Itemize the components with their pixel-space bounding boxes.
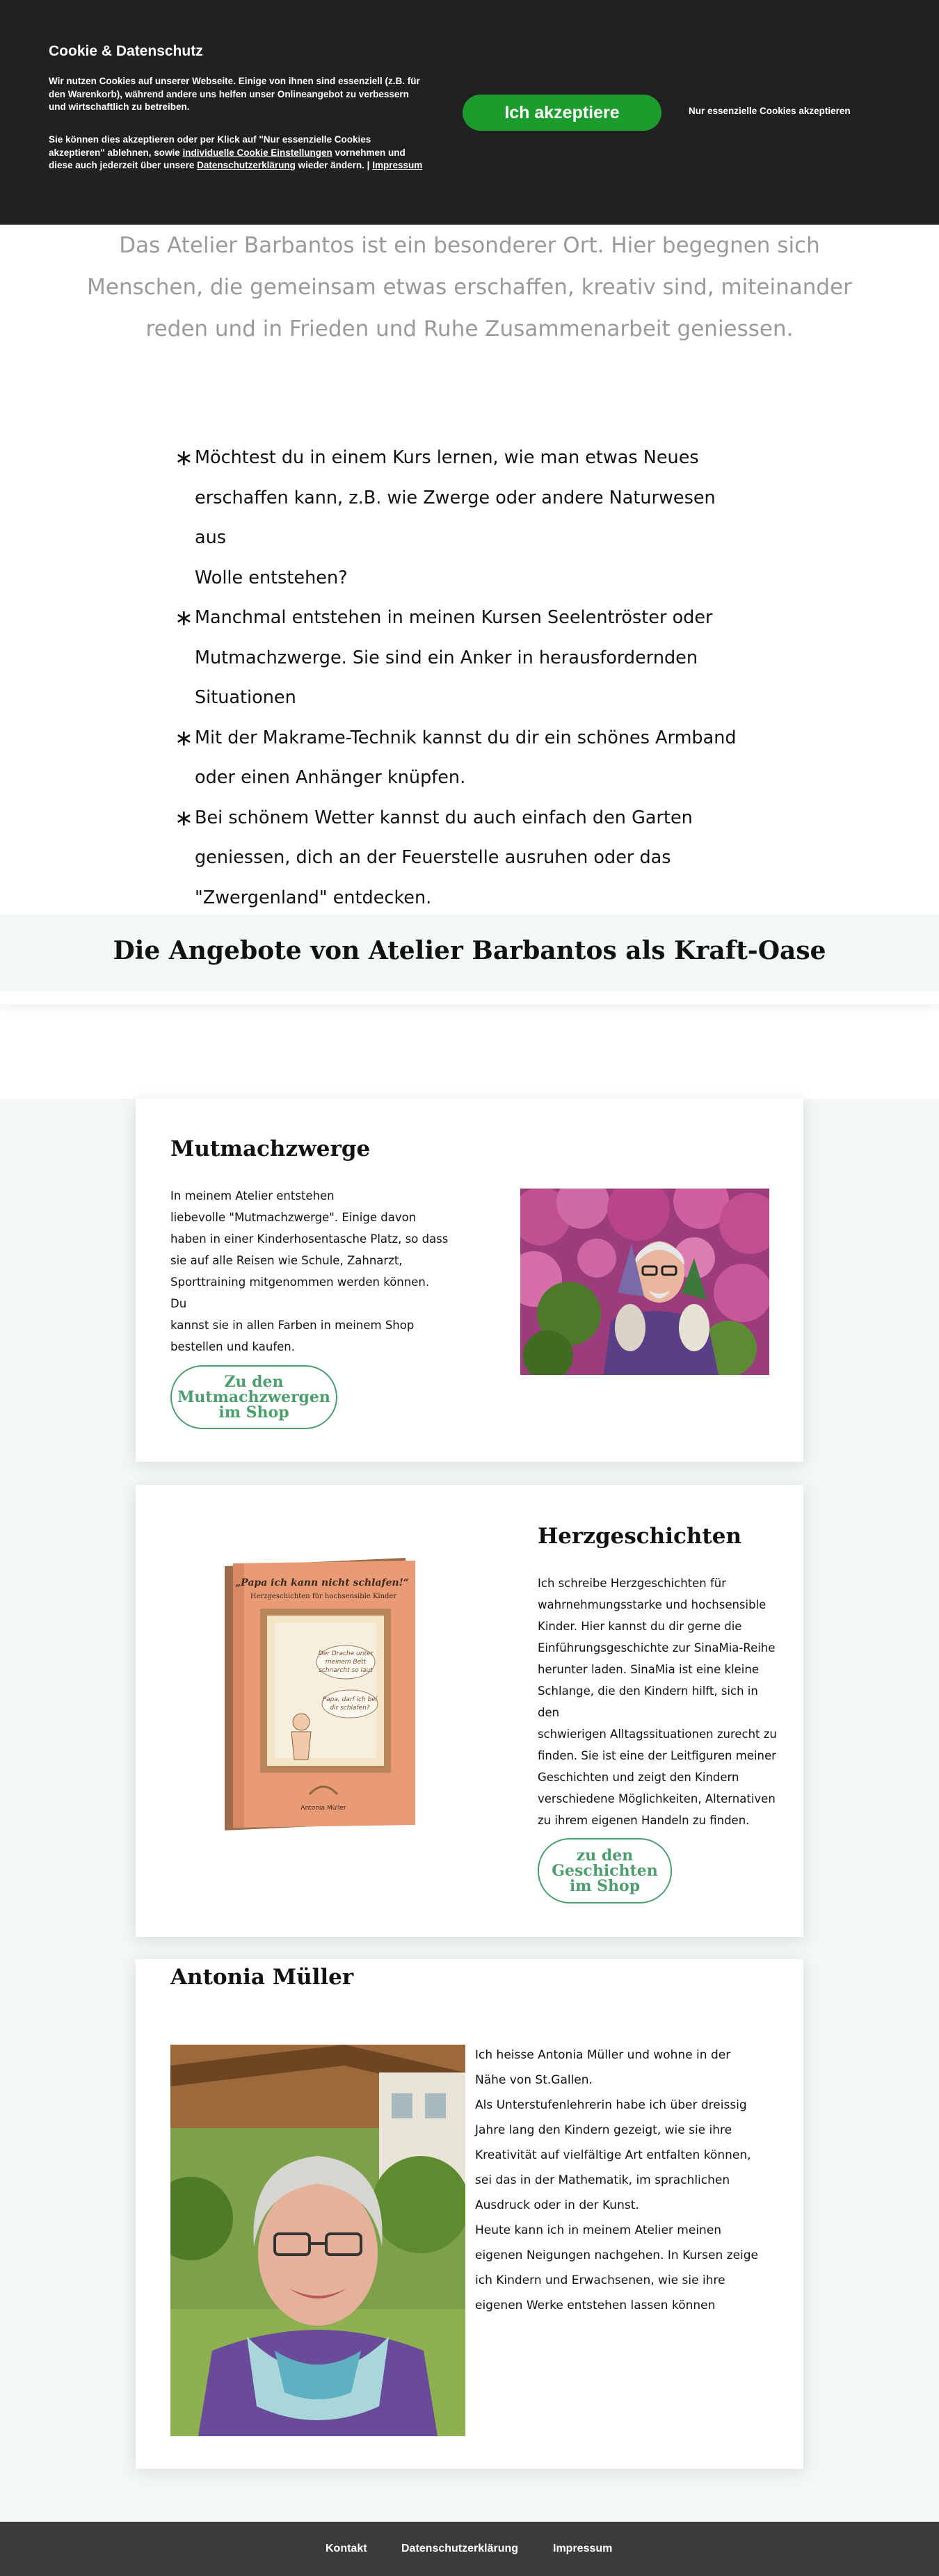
button-line: im Shop [218,1403,289,1422]
card-text [170,1185,449,1358]
cookie-settings-link[interactable]: individuelle Cookie Einstellungen [182,147,332,158]
card-text-line: verschiedene Möglichkeiten, Alternativen [538,1792,776,1805]
mutmachzwerge-card [136,1099,803,1462]
bullet-line: Möchtest du in einem Kurs lernen, wie man etwas Neues [195,447,699,468]
card-text-line: Schlange, die den Kindern hilft, sich in den [538,1684,758,1719]
offer-bullet-list [172,438,750,918]
cookie-title: Cookie & Datenschutz [49,43,203,59]
card-title: Herzgeschichten [538,1524,741,1549]
button-line: Zu den [224,1373,284,1391]
geschichten-shop-button[interactable] [538,1838,672,1903]
book-bubble-line: dir schlafen? [330,1705,370,1712]
footer-link-datenschutz[interactable]: Datenschutzerklärung [401,2543,519,2554]
asterisk-icon: ∗ [175,604,193,631]
card-text-line: Geschichten und zeigt den Kindern [538,1771,739,1784]
bullet-line: oder einen Anhänger knüpfen. [195,767,466,788]
asterisk-icon: ∗ [175,724,193,751]
intro-text [70,225,869,350]
card-text-line: Ich schreibe Herzgeschichten für [538,1577,727,1590]
bullet-line: Mutmachzwerge. Sie sind ein Anker in herausfordernden [195,647,698,668]
intro-line: Das Atelier Barbantos ist ein besonderer Ort. Hier begegnen sich [119,233,820,258]
bullet-line: Situationen [195,687,296,708]
card-text-line: Kinder. Hier kannst du dir gerne die [538,1620,742,1633]
card-text-line: eigenen Werke entstehen lassen können [475,2299,716,2312]
bullet-item [172,718,750,798]
card-text-line: bestellen und kaufen. [170,1340,295,1353]
book-author: Antonia Müller [300,1805,346,1812]
cookie-text: Wir nutzen Cookies auf unserer Webseite. Einige von ihnen sind essenziell (z.B. für den Warenkorb), während andere uns helfen unser Onlineangebot zu verbessern und wirtschaftlich zu betreiben. [49,76,420,112]
card-text [538,1572,781,1831]
accept-cookies-button[interactable]: Ich akzeptiere [463,95,661,131]
bullet-item [172,598,750,718]
card-text-line: kannst sie in allen Farben in meinem Shop [170,1319,415,1332]
herzgeschichten-card [136,1485,803,1937]
card-text-line: liebevolle "Mutmachzwerge". Einige davon [170,1211,417,1224]
card-text-line: Heute kann ich in meinem Atelier meinen [475,2223,722,2237]
section-title: Die Angebote von Atelier Barbantos als Kraft-Oase [113,936,826,965]
card-text-line: zu ihrem eigenen Handeln zu finden. [538,1814,750,1827]
card-text-line: sie auf alle Reisen wie Schule, Zahnarzt, [170,1254,403,1267]
book-bubble-line: schnarcht so laut [319,1667,373,1674]
button-line: Mutmachzwergen [177,1388,330,1406]
privacy-link[interactable]: Datenschutzerklärung [197,160,296,170]
card-text-line: Jahre lang den Kindern gezeigt, wie sie ihre [475,2123,732,2137]
button-line: zu den [576,1846,634,1865]
button-line: Geschichten [552,1862,658,1880]
imprint-link[interactable]: Impressum [372,160,423,170]
card-text-line: Sporttraining mitgenommen werden können. Du [170,1275,430,1310]
card-text-line: herunter laden. SinaMia ist eine kleine [538,1663,759,1676]
card-text-line: wahrnehmungsstarke und hochsensible [538,1598,767,1611]
bullet-line: erschaffen kann, z.B. wie Zwerge oder andere Naturwesen aus [195,487,716,548]
essential-cookies-button[interactable]: Nur essenzielle Cookies akzeptieren [689,106,851,116]
mutmachzwerge-shop-button[interactable] [170,1365,337,1429]
intro-line: reden und in Frieden und Ruhe Zusammenarbeit geniessen. [145,316,794,341]
bullet-line: Wolle entstehen? [195,567,348,588]
button-line: im Shop [569,1877,641,1895]
card-text-line: ich Kindern und Erwachsenen, wie sie ihre [475,2273,725,2287]
about-card [136,1959,803,2469]
card-text-line: Ich heisse Antonia Müller und wohne in der [475,2048,731,2062]
cookie-text-part: wieder ändern. | [295,160,373,170]
book-bubble-line: meinem Bett [325,1659,367,1666]
book-bubble-line: Papa, darf ich bei [322,1696,378,1703]
section-divider [0,995,939,1004]
bullet-line: Bei schönem Wetter kannst du auch einfach den Garten [195,807,693,828]
mutmachzwerge-photo [520,1189,769,1375]
card-text-line: finden. Sie ist eine der Leitfiguren meiner [538,1749,776,1762]
card-text-line: Nähe von St.Gallen. [475,2073,593,2087]
card-text-line: eigenen Neigungen nachgehen. In Kursen zeige [475,2248,758,2262]
book-subtitle: Herzgeschichten für hochsensible Kinder [250,1593,397,1600]
bullet-line: geniessen, dich an der Feuerstelle ausruhen oder das [195,847,671,868]
card-text-line: Als Unterstufenlehrerin habe ich über dreissig [475,2098,747,2112]
card-text-line: sei das in der Mathematik, im sprachlichen [475,2173,730,2187]
cookie-text-part: vornehmen und diese auch jederzeit über unsere [49,147,406,170]
intro-line: Menschen, die gemeinsam etwas erschaffen, kreativ sind, miteinander [87,275,852,300]
portrait-photo [170,2045,465,2436]
cookie-consent-text [49,134,424,172]
bullet-line: Mit der Makrame-Technik kannst du dir ein schönes Armband [195,727,737,748]
book-cover [219,1558,421,1833]
bullet-line: "Zwergenland" entdecken. [195,887,432,908]
card-text-line: haben in einer Kinderhosentasche Platz, so dass [170,1232,449,1246]
asterisk-icon: ∗ [175,804,193,831]
card-text-line: In meinem Atelier entstehen [170,1189,335,1202]
card-text-line: Einführungsgeschichte zur SinaMia-Reihe [538,1641,776,1655]
cookie-banner [0,0,939,225]
card-text-line: Kreativität auf vielfältige Art entfalten können, [475,2148,751,2162]
card-text [475,2043,785,2318]
bullet-item [172,438,750,598]
card-text-line: Ausdruck oder in der Kunst. [475,2198,639,2212]
bullet-line: Manchmal entstehen in meinen Kursen Seelentröster oder [195,607,713,628]
book-title: „Papa ich kann nicht schlafen!“ [235,1577,409,1588]
footer [0,2522,939,2576]
card-title: Mutmachzwerge [170,1136,371,1161]
footer-link-impressum[interactable]: Impressum [553,2543,613,2554]
card-text-line: schwierigen Alltagssituationen zurecht zu [538,1728,777,1741]
cookie-text-part: Sie können dies akzeptieren oder per Klick auf "Nur essenzielle Cookies akzeptieren" ablehnen, sowie [49,134,371,158]
asterisk-icon: ∗ [175,444,193,471]
book-bubble-line: Der Drache unter [318,1650,374,1657]
bullet-item [172,798,750,919]
card-title: Antonia Müller [170,1965,354,1990]
footer-link-kontakt[interactable]: Kontakt [326,2543,367,2554]
